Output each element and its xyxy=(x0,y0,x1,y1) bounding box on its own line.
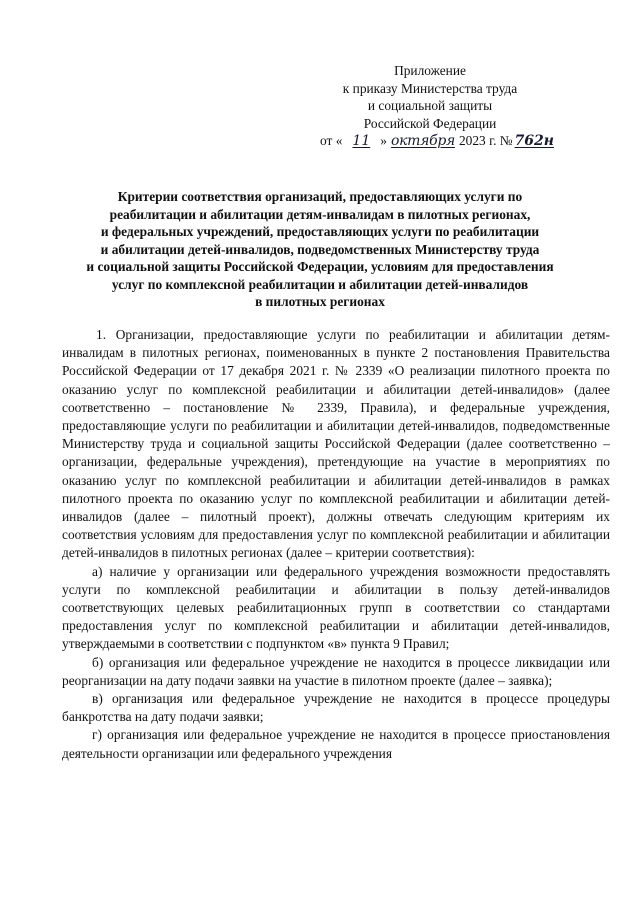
criterion-v: в) организация или федеральное учреждение не находится в процессе процедуры банкротства на дату подачи заявки; xyxy=(62,691,610,725)
appendix-label: Приложение xyxy=(394,63,466,78)
document-title xyxy=(50,188,590,311)
title-line: и абилитации детей-инвалидов, подведомственных Министерству труда xyxy=(100,241,540,257)
document-body xyxy=(62,326,610,763)
appendix-header xyxy=(300,62,560,151)
title-line: услуг по комплексной реабилитации и абилитации детей-инвалидов xyxy=(111,276,529,292)
appendix-order-ref: к приказу Министерства труда xyxy=(342,80,518,96)
appendix-country: Российской Федерации xyxy=(363,115,497,131)
order-month: октября xyxy=(390,133,455,149)
order-close-quote: » xyxy=(380,133,387,148)
paragraph-1: 1. Организации, предоставляющие услуги по реабилитации и абилитации детям-инвалидам в пилотных регионах, поименованных в пункте 2 постановления Правительства Российской Федерации от 17 декабря 2021 г. № 2339 «О реализации пилотного проекта по оказанию услуг по комплексной реабилитации и абилитации детей-инвалидов» (далее соответственно – постановление № 2339, Правила), и федеральные учреждения, предоставляющие услуги по реабилитации и абилитации детей-инвалидов, подведомственные Министерству труда и социальной защиты Российской Федерации (далее соответственно – организации, федеральные учреждения), претендующие на участие в мероприятиях по оказанию услуг по комплексной реабилитации и абилитации детей-инвалидов в рамках пилотного проекта по оказанию услуг по комплексной реабилитации и абилитации детей-инвалидов (далее – пилотный проект), должны отвечать следующим критериям их соответствия условиям для предоставления услуг по комплексной реабилитации и абилитации детей-инвалидов в пилотных регионах (далее – критерии соответствия): xyxy=(62,327,610,561)
title-line: и федеральных учреждений, предоставляющих услуги по реабилитации xyxy=(100,224,540,239)
appendix-ministry: и социальной защиты xyxy=(367,98,493,113)
order-prefix: от « xyxy=(320,133,343,148)
title-line: в пилотных регионах xyxy=(255,294,385,309)
title-line: и социальной защиты Российской Федерации, условиям для предоставления xyxy=(86,259,554,274)
criterion-b: б) организация или федеральное учреждение не находится в процессе ликвидации или реорганизации на дату подачи заявки на участие в пилотном проекте (далее – заявка); xyxy=(62,654,610,688)
title-line: реабилитации и абилитации детям-инвалидам в пилотных регионах, xyxy=(109,206,531,222)
title-line: Критерии соответствия организаций, предоставляющих услуги по xyxy=(117,189,523,204)
criterion-a: а) наличие у организации или федерального учреждения возможности предоставлять услуги по комплексной реабилитации и абилитации в пользу детей-инвалидов соответствующих целевых реабилитационных групп в соответствии со стандартами предоставления услуг по комплексной реабилитации и абилитации детей-инвалидов, утверждаемыми в соответствии с подпунктом «в» пункта 9 Правил; xyxy=(62,563,610,652)
order-year: 2023 г. № xyxy=(458,133,513,148)
criterion-g: г) организация или федеральное учреждение не находится в процессе приостановления деятельности организации или федерального учреждения xyxy=(62,727,610,761)
order-day: 11 xyxy=(352,133,371,149)
order-date-number xyxy=(308,132,568,151)
order-number: 762н xyxy=(514,133,554,149)
